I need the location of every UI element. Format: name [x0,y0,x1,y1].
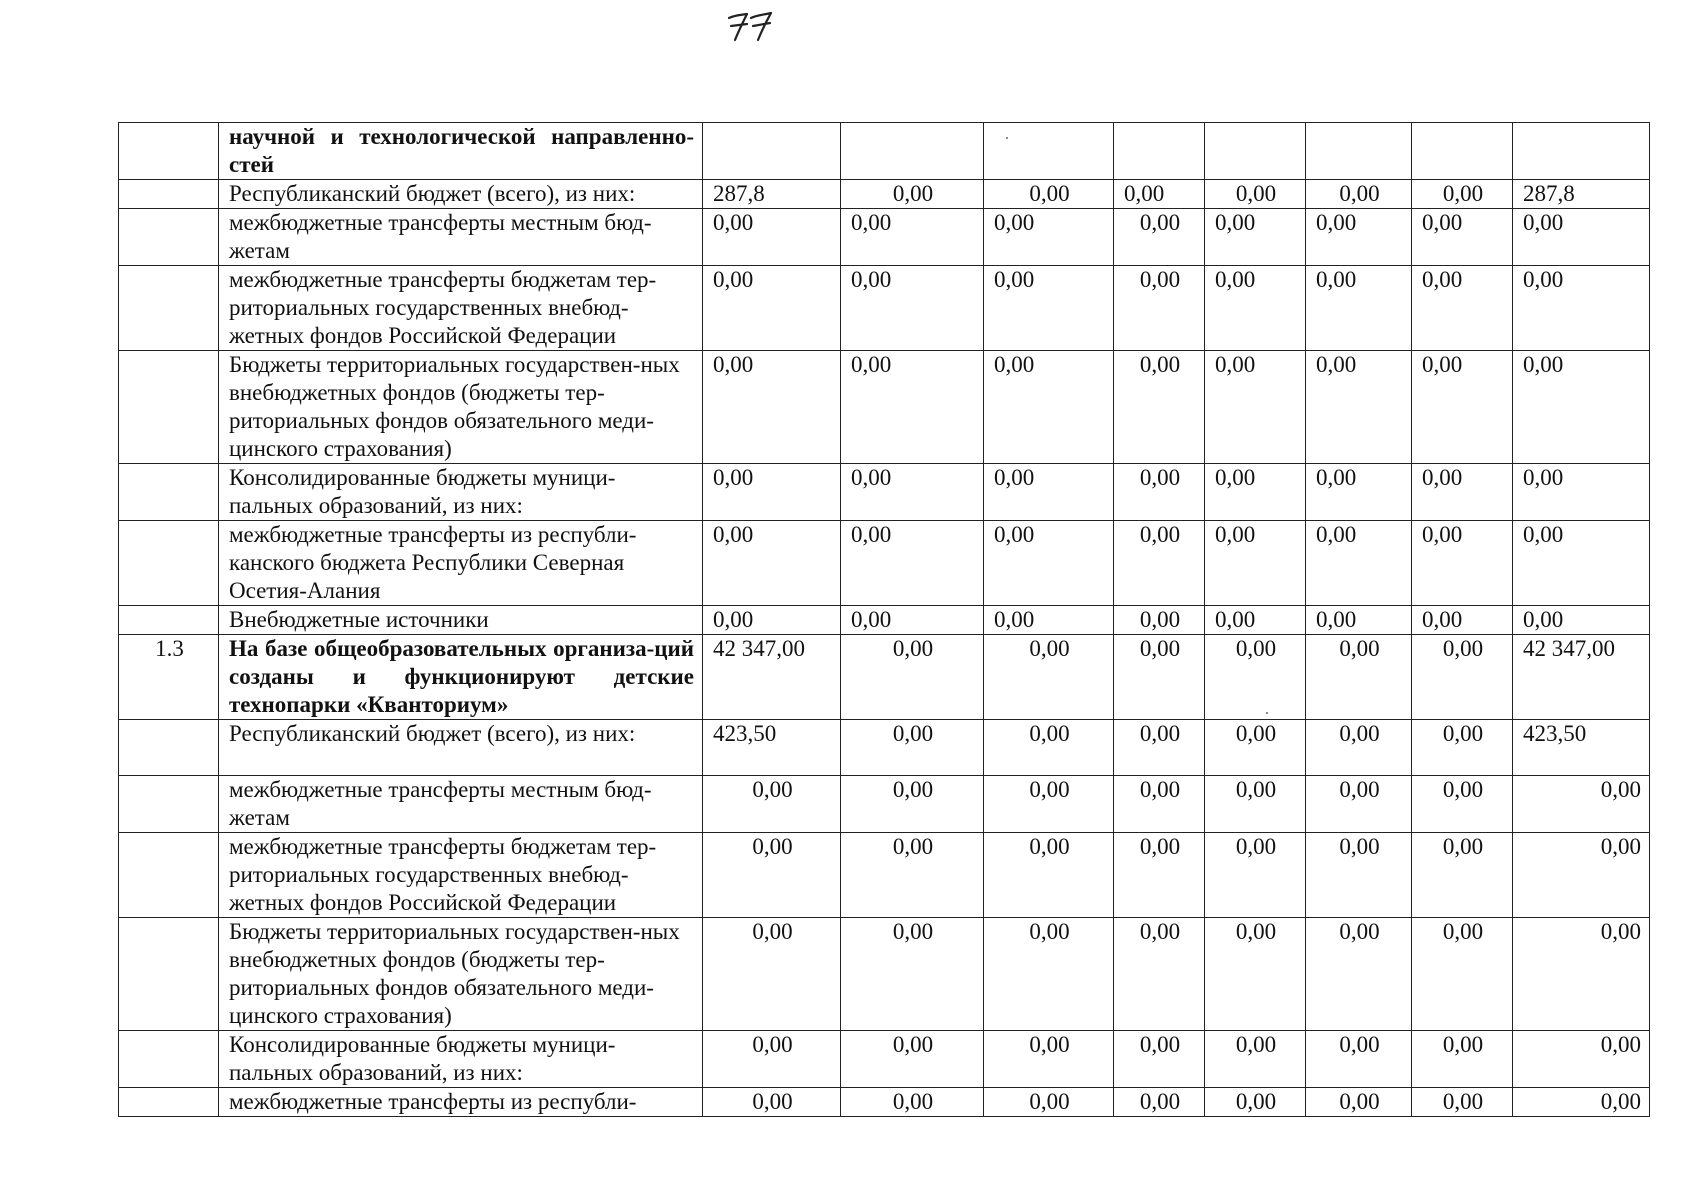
value-cell: 0,00 [703,464,841,521]
value-cell: 0,00 [703,351,841,464]
value-cell: 0,00 [703,266,841,351]
value-cell: 0,00 [1114,521,1205,606]
value-cell: 0,00 [984,521,1114,606]
row-number-cell [119,918,219,1031]
row-label-cell: На базе общеобразовательных организа-ций созданы и функционируют детские технопарки «Кванториум» [219,635,703,720]
value-cell: 0,00 [703,918,841,1031]
value-cell: 0,00 [1412,521,1513,606]
value-cell: 0,00 [841,720,984,776]
row-label-cell: межбюджетные трансферты бюджетам тер-риториальных государственных внебюд-жетных фондов Российской Федерации [219,833,703,918]
row-label-cell: межбюджетные трансферты местным бюд-жетам [219,209,703,266]
value-cell: 0,00 [1513,266,1650,351]
value-cell: 0,00 [1412,1088,1513,1117]
row-number-cell [119,833,219,918]
handwritten-page-number [725,8,775,42]
row-number-cell [119,123,219,180]
row-label-cell: межбюджетные трансферты бюджетам тер-риториальных государственных внебюд-жетных фондов Российской Федерации [219,266,703,351]
value-cell [841,123,984,180]
value-cell: 0,00 [1114,606,1205,635]
value-cell: 0,00 [1412,209,1513,266]
value-cell: 0,00 [1114,1031,1205,1088]
table-row [119,521,1650,606]
table-row [119,464,1650,521]
value-cell: 0,00 [703,521,841,606]
value-cell: 0,00 [1205,521,1306,606]
value-cell: 0,00 [841,1088,984,1117]
table-row [119,833,1650,918]
value-cell: 0,00 [1114,833,1205,918]
value-cell: 0,00 [984,1031,1114,1088]
row-label-cell: межбюджетные трансферты из республи- [219,1088,703,1117]
value-cell: 0,00 [984,351,1114,464]
value-cell: 0,00 [1306,266,1412,351]
value-cell: 287,8 [703,180,841,209]
value-cell [1205,123,1306,180]
row-label-cell: Консолидированные бюджеты муници-пальных образований, из них: [219,464,703,521]
value-cell [1306,123,1412,180]
value-cell: 0,00 [1205,833,1306,918]
value-cell: 0,00 [984,720,1114,776]
value-cell: 0,00 [841,606,984,635]
value-cell: 0,00 [1412,918,1513,1031]
value-cell: 0,00 [1513,1031,1650,1088]
value-cell: 0,00 [1412,833,1513,918]
row-number-cell: 1.3 [119,635,219,720]
table-row [119,123,1650,180]
value-cell: 0,00 [1513,833,1650,918]
value-cell: 0,00 [1513,1088,1650,1117]
value-cell: 0,00 [841,351,984,464]
table-row [119,720,1650,776]
value-cell: 0,00 [1306,209,1412,266]
value-cell: 0,00 [984,918,1114,1031]
row-label-cell: Республиканский бюджет (всего), из них: [219,720,703,776]
table-row [119,606,1650,635]
value-cell: 0,00 [1513,521,1650,606]
value-cell: 0,00 [1412,1031,1513,1088]
value-cell: 423,50 [1513,720,1650,776]
value-cell: 0,00 [1205,351,1306,464]
value-cell: 0,00 [1205,1031,1306,1088]
row-label-cell: Бюджеты территориальных государствен-ных внебюджетных фондов (бюджеты тер-риториальных фондов обязательного меди-цинского страхования) [219,351,703,464]
value-cell [1412,123,1513,180]
value-cell: 0,00 [1513,776,1650,833]
value-cell: 0,00 [703,1031,841,1088]
value-cell: 0,00 [1114,266,1205,351]
row-number-cell [119,464,219,521]
table-row [119,635,1650,720]
value-cell: 0,00 [1412,776,1513,833]
value-cell: 0,00 [1513,918,1650,1031]
value-cell: 0,00 [1114,720,1205,776]
value-cell: 0,00 [1412,351,1513,464]
table-row [119,180,1650,209]
value-cell: 0,00 [1114,351,1205,464]
value-cell: 0,00 [841,833,984,918]
value-cell: 0,00 [984,1088,1114,1117]
value-cell: 0,00 [1114,464,1205,521]
row-label-cell: научной и технологической направленно-стей [219,123,703,180]
value-cell: 0,00 [1306,918,1412,1031]
value-cell: 0,00 [1412,464,1513,521]
value-cell [984,123,1114,180]
value-cell: 0,00 [1114,209,1205,266]
value-cell [1513,123,1650,180]
value-cell: 0,00 [984,635,1114,720]
value-cell: 0,00 [1513,351,1650,464]
value-cell: 0,00 [984,209,1114,266]
value-cell: 0,00 [1412,720,1513,776]
value-cell: 0,00 [1205,266,1306,351]
value-cell: 0,00 [1114,180,1205,209]
value-cell: 0,00 [841,180,984,209]
value-cell: 0,00 [984,180,1114,209]
value-cell: 0,00 [1205,635,1306,720]
value-cell: 42 347,00 [1513,635,1650,720]
value-cell: 0,00 [1306,180,1412,209]
table-row [119,266,1650,351]
value-cell [703,123,841,180]
value-cell: 0,00 [1306,833,1412,918]
value-cell: 0,00 [1205,464,1306,521]
value-cell: 0,00 [1412,635,1513,720]
table-row [119,918,1650,1031]
value-cell: 0,00 [841,1031,984,1088]
value-cell: 0,00 [1205,918,1306,1031]
value-cell: 0,00 [841,209,984,266]
value-cell: 0,00 [1513,606,1650,635]
budget-table-body [119,123,1650,1117]
row-number-cell [119,521,219,606]
row-number-cell [119,180,219,209]
value-cell: 0,00 [1306,1088,1412,1117]
value-cell: 0,00 [1306,464,1412,521]
value-cell: 0,00 [1306,351,1412,464]
row-number-cell [119,720,219,776]
value-cell: 0,00 [1513,209,1650,266]
row-label-cell: Консолидированные бюджеты муници-пальных образований, из них: [219,1031,703,1088]
value-cell: 0,00 [1205,209,1306,266]
value-cell: 0,00 [984,266,1114,351]
value-cell: 0,00 [1114,776,1205,833]
value-cell: 0,00 [1205,1088,1306,1117]
value-cell: 0,00 [841,464,984,521]
value-cell: 0,00 [841,521,984,606]
value-cell: 0,00 [1412,266,1513,351]
value-cell: 0,00 [1205,180,1306,209]
value-cell: 0,00 [703,1088,841,1117]
table-row [119,776,1650,833]
value-cell: 0,00 [841,635,984,720]
value-cell: 42 347,00 [703,635,841,720]
value-cell: 0,00 [841,776,984,833]
row-number-cell [119,606,219,635]
value-cell: 0,00 [703,606,841,635]
value-cell: 0,00 [703,209,841,266]
value-cell: 0,00 [1306,1031,1412,1088]
value-cell [1114,123,1205,180]
value-cell: 0,00 [1306,720,1412,776]
value-cell: 0,00 [1306,776,1412,833]
value-cell: 0,00 [1513,464,1650,521]
table-row [119,209,1650,266]
value-cell: 0,00 [1306,635,1412,720]
row-label-cell: Бюджеты территориальных государствен-ных внебюджетных фондов (бюджеты тер-риториальных фондов обязательного меди-цинского страхования) [219,918,703,1031]
value-cell: 0,00 [1114,918,1205,1031]
value-cell: 0,00 [703,776,841,833]
value-cell: 0,00 [984,776,1114,833]
value-cell: 0,00 [1306,521,1412,606]
value-cell: 0,00 [1205,606,1306,635]
row-label-cell: межбюджетные трансферты местным бюд-жетам [219,776,703,833]
table-row [119,351,1650,464]
budget-table [118,122,1650,1117]
row-number-cell [119,776,219,833]
row-number-cell [119,351,219,464]
value-cell: 0,00 [1205,720,1306,776]
value-cell: 0,00 [984,464,1114,521]
row-number-cell [119,1031,219,1088]
table-row [119,1088,1650,1117]
row-number-cell [119,1088,219,1117]
value-cell: 287,8 [1513,180,1650,209]
value-cell: 0,00 [1412,606,1513,635]
value-cell: 0,00 [841,918,984,1031]
value-cell: 0,00 [1412,180,1513,209]
table-row [119,1031,1650,1088]
value-cell: 0,00 [1205,776,1306,833]
value-cell: 0,00 [703,833,841,918]
value-cell: 0,00 [984,833,1114,918]
row-number-cell [119,209,219,266]
row-label-cell: межбюджетные трансферты из республи-канского бюджета Республики Северная Осетия-Алания [219,521,703,606]
value-cell: 0,00 [1114,1088,1205,1117]
value-cell: 0,00 [1306,606,1412,635]
value-cell: 0,00 [1114,635,1205,720]
row-label-cell: Внебюджетные источники [219,606,703,635]
value-cell: 0,00 [841,266,984,351]
value-cell: 423,50 [703,720,841,776]
value-cell: 0,00 [984,606,1114,635]
row-label-cell: Республиканский бюджет (всего), из них: [219,180,703,209]
row-number-cell [119,266,219,351]
